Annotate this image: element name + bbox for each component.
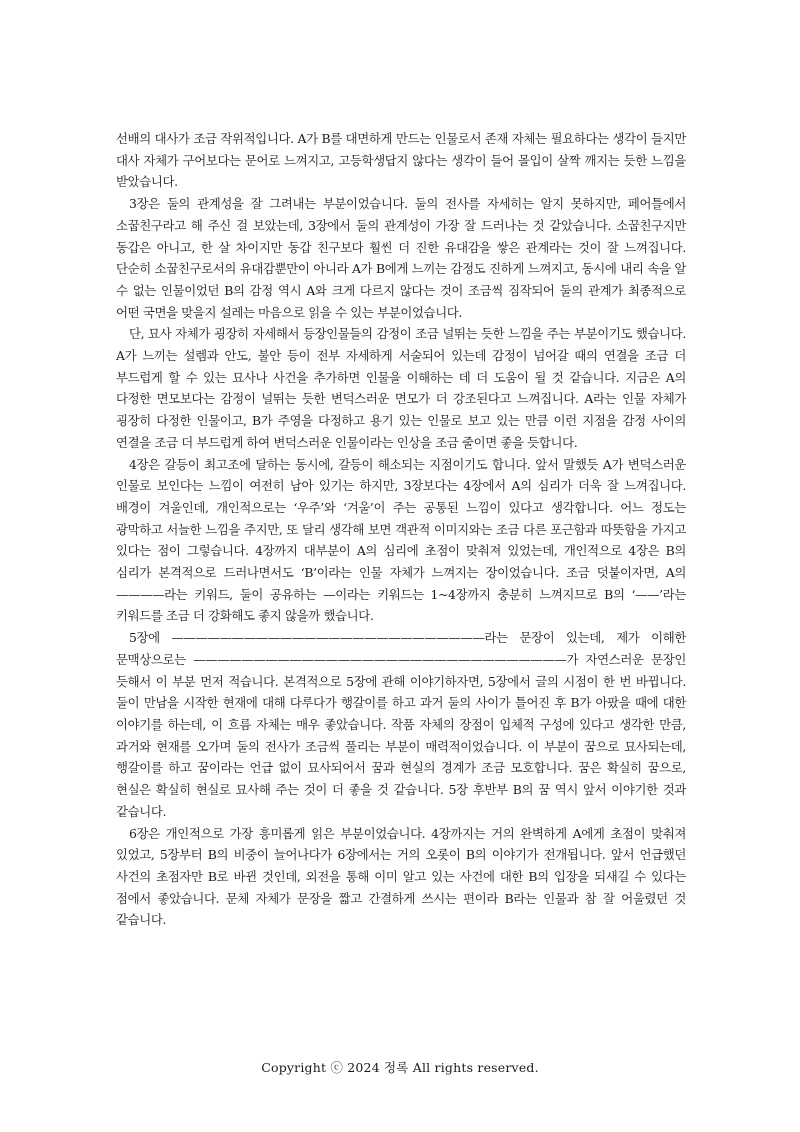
copyright-footer: Copyright ⓒ 2024 정록 All rights reserved. (261, 1060, 539, 1075)
paragraph-1: 선배의 대사가 조금 작위적입니다. A가 B를 대면하게 만드는 인물로서 존재 자체는 필요하다는 생각이 들지만 대사 자체가 구어보다는 문어로 느껴지고, 고등학생답지 않다는 생각이 들어 몰입이 살짝 깨지는 듯한 느낌을 받았습니다. (116, 131, 686, 190)
paragraph-2: 3장은 둘의 관계성을 잘 그려내는 부분이었습니다. 둘의 전사를 자세히는 알지 못하지만, 페어틀에서 소꿉친구라고 해 주신 걸 보았는데, 3장에서 둘의 관계성이 가장 잘 드러나는 것 같았습니다. 소꿉친구지만 동갑은 아니고, 한 살 차이지만 동갑 친구보다 훨씬 더 진한 유대감을 쌓은 관계라는 것이 잘 느껴집니다. 단순히 소꿉친구로서의 유대감뿐만이 아니라 A가 B에게 느끼는 감정도 진하게 느껴지고, 동시에 내리 속을 알 수 없는 인물이었던 B의 감정 역시 A와 크게 다르지 않다는 것이 조금씩 짐작되어 둘의 관계가 최종적으로 어떤 국면을 맞을지 설레는 마음으로 읽을 수 있는 부분이었습니다. (116, 196, 686, 320)
paragraph-5: 5장에 ——————————————————————————라는 문장이 있는데, 제가 이해한 문맥상으로는 ———————————————————————————————가 자연스러운 문장인 듯해서 이 부분 먼저 적습니다. 본격적으로 5장에 관해 이야기하자면, 5장에서 글의 시점이 한 번 바뀝니다. 둘이 만남을 시작한 현재에 대해 다루다가 행갈이를 하고 과거 둘의 사이가 틀어진 후 B가 아팠을 때에 대한 이야기를 하는데, 이 흐름 자체는 매우 좋았습니다. 작품 자체의 장점이 입체적 구성에 있다고 생각한 만큼, 과거와 현재를 오가며 둘의 전사가 조금씩 풀리는 부분이 매력적이었습니다. 이 부분이 꿈으로 묘사되는데, 행갈이를 하고 꿈이라는 언급 없이 묘사되어서 꿈과 현실의 경계가 조금 모호합니다. 꿈은 확실히 꿈으로, 현실은 확실히 현실로 묘사해 주는 것이 더 좋을 것 같습니다. 5장 후반부 B의 꿈 역시 앞서 이야기한 것과 같습니다. (116, 630, 686, 819)
paragraph-3: 단, 묘사 자체가 굉장히 자세해서 등장인물들의 감정이 조금 널뛰는 듯한 느낌을 주는 부분이기도 했습니다. A가 느끼는 설렘과 안도, 불안 등이 전부 자세하게 서술되어 있는데 감정이 넘어갈 때의 연결을 조금 더 부드럽게 할 수 있는 묘사나 사건을 추가하면 인물을 이해하는 데 더 도움이 될 것 같습니다. 지금은 A의 다정한 면모보다는 감정이 널뛰는 듯한 변덕스러운 면모가 더 강조된다고 느껴집니다. A라는 인물 자체가 굉장히 다정한 인물이고, B가 주영을 다정하고 용기 있는 인물로 보고 있는 만큼 이런 지점을 감정 사이의 연결을 조금 더 부드럽게 하여 변덕스러운 인물이라는 인상을 조금 줄이면 좋을 듯합니다. (116, 326, 686, 450)
document-body (116, 128, 686, 931)
paragraph-4: 4장은 갈등이 최고조에 달하는 동시에, 갈등이 해소되는 지점이기도 합니다. 앞서 말했듯 A가 변덕스러운 인물로 보인다는 느낌이 여전히 남아 있기는 하지만, 3장보다는 4장에서 A의 심리가 더욱 잘 느껴집니다. 배경이 겨울인데, 개인적으로는 ‘우주’와 ‘겨울’이 주는 공통된 느낌이 있다고 생각합니다. 어느 정도는 광막하고 서늘한 느낌을 주지만, 또 달리 생각해 보면 객관적 이미지와는 조금 다른 포근함과 따뜻함을 가지고 있다는 점이 그렇습니다. 4장까지 대부분이 A의 심리에 초점이 맞춰져 있었는데, 개인적으로 4장은 B의 심리가 본격적으로 드러나면서도 ‘B’이라는 인물 자체가 느껴지는 장이었습니다. 조금 덧붙이자면, A의 ————라는 키워드, 둘이 공유하는 —이라는 키워드는 1~4장까지 충분히 느껴지므로 B의 ‘——’라는 키워드를 조금 더 강화해도 좋지 않을까 했습니다. (116, 456, 686, 624)
paragraph-6: 6장은 개인적으로 가장 흥미롭게 읽은 부분이었습니다. 4장까지는 거의 완벽하게 A에게 초점이 맞춰져 있었고, 5장부터 B의 비중이 늘어나다가 6장에서는 거의 오롯이 B의 이야기가 전개됩니다. 앞서 언급했던 사건의 초점자만 B로 바뀐 것인데, 외전을 통해 이미 알고 있는 사건에 대한 B의 입장을 되새길 수 있다는 점에서 좋았습니다. 문체 자체가 문장을 짧고 간결하게 쓰시는 편이라 B라는 인물과 참 잘 어울렸던 것 같습니다. (116, 825, 686, 928)
